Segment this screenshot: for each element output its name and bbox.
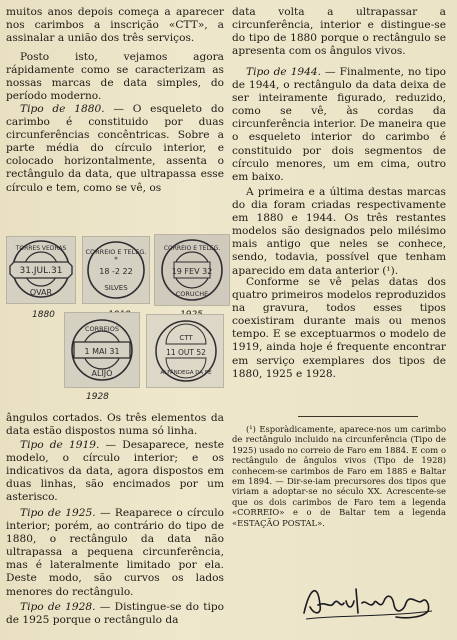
tipo-1944-paragraph <box>232 66 446 184</box>
tipo-1925-paragraph <box>6 507 224 599</box>
postmark-1880-town: OVAR <box>29 288 53 297</box>
postmark-1944-town: ALFÂNDEGA DA FÉ <box>160 370 212 376</box>
postmark-1919-image <box>82 236 150 304</box>
stamp-card-1928 <box>64 312 140 388</box>
tipo-1925-label: Tipo de 1925. <box>20 507 96 519</box>
footnote: (¹) Esporàdicamente, aparece-nos um carimbo de rectângulo incluido na circunferência (Tipo de 1925) usado no correio de Faro em 1884. E com o rectângulo de ângulos vivos (Tipo de 1928) conhecem-se carimbos de Faro em 1885 e Baltar em 1894. — Dir-se-iam precursores dos tipos que viriam a adoptar-se no século XX. Acrescente-se que os dois carimbos de Faro tem a legenda «CORREIO» e o de Baltar tem a legenda «ESTAÇÃO POSTAL». <box>232 424 446 528</box>
continuation-paragraph: ângulos cortados. Os três elementos da data estão dispostos numa só linha. <box>6 412 224 438</box>
stamp-card-1925 <box>154 234 230 306</box>
posto-paragraph: Posto isto, vejamos agora rápidamente como se caracterizam as nossas marcas de data simples, do período moderno. <box>6 51 224 103</box>
postmark-1944-top: CTT <box>179 334 193 342</box>
tipo-1919-paragraph <box>6 439 224 504</box>
tipo-1944-label: Tipo de 1944. <box>246 66 322 78</box>
postmark-1925-top: CORREIO E TELEG. <box>163 245 221 252</box>
intro-paragraph: muitos anos depois começa a aparecer nos carimbos a inscrição «CTT», a assinalar a união dos três serviços. <box>6 6 224 45</box>
postmarks-figure <box>4 234 230 402</box>
postmark-1928-date: 1 MAI 31 <box>84 347 120 356</box>
tipo-1925-text: — Reaparece o círculo interior; porém, ao contrário do tipo de 1880, o rectângulo da data não ultrapassa a pequena circunferência, mas é lateralmente limitado por ela. Deste modo, são curvos os lados menores do rectângulo. <box>6 507 224 598</box>
postmark-1880-date: 31.JUL.31 <box>19 266 63 276</box>
postmark-1944-date: 11 OUT 52 <box>166 348 206 357</box>
footnote-divider <box>298 416 418 417</box>
tipo-1919-text: — Desaparece, neste modelo, o círculo interior; e os indicativos da data, agora dispostos em duas linhas, são encimados por um asterisco. <box>6 439 224 504</box>
tipo-1880-text: — O esqueleto do carimbo é constituido por duas circunferências concêntricas. Sobre a parte média do círculo interior, e colocado horizontalmente, assenta o rectângulo da data, que ultrapassa esse círculo e tem, como se vê, os <box>6 103 224 194</box>
tipo-1928-paragraph <box>6 601 224 627</box>
primeira-paragraph: A primeira e a última destas marcas do dia foram criadas respectivamente em 1880 e 1944. Os três restantes modelos são designados pelo milésimo mais antigo que neles se conhece, sendo, todavia, possível que tenham aparecido em data anterior (¹). <box>232 186 446 277</box>
tipo-1880-label: Tipo de 1880. <box>20 103 105 115</box>
caption-1880: 1880 <box>32 310 55 320</box>
postmark-1919-top: CORREIO E TELEG. <box>85 248 147 256</box>
tipo-1880-paragraph <box>6 103 224 195</box>
tipo-1928-label: Tipo de 1928. <box>20 601 96 613</box>
postmark-1880-image <box>6 236 76 304</box>
stamp-card-1919 <box>82 236 150 304</box>
caption-1928: 1928 <box>86 392 109 402</box>
tipo-1919-label: Tipo de 1919. <box>20 439 100 451</box>
postmark-1928-image <box>64 312 140 388</box>
postmark-1880-top: TORRES VEDRAS <box>15 245 67 252</box>
asterisk-icon: * <box>114 256 118 264</box>
postmark-1925-town: CORUCHE <box>175 290 209 298</box>
postmark-1928-top: CORREIOS <box>85 325 119 333</box>
postmark-1928-town: ALIJÓ <box>91 369 113 378</box>
postmark-1925-date: 19 FEV 32 <box>171 267 213 276</box>
right-top-paragraph: data volta a ultrapassar a circunferência, interior e distingue-se do tipo de 1880 porque o rectângulo se apresenta com os ângulos vivos. <box>232 6 446 58</box>
tipo-1944-text: — Finalmente, no tipo de 1944, o rectângulo da data deixa de ser inteiramente figurado, reduzido, como se vê, às cordas da circunferência interior. De maneira que o esqueleto interior do carimbo é constituido por dois segmentos de círculo menores, um em cima, outro em baixo. <box>232 66 446 183</box>
stamp-card-1880 <box>6 236 76 304</box>
postmark-1944-image <box>146 314 224 388</box>
stamp-card-1944 <box>146 314 224 388</box>
postmark-1919-date: 18 -2 22 <box>99 267 133 276</box>
conforme-paragraph: Conforme se vê pelas datas dos quatro primeiros modelos reproduzidos na gravura, todos esses tipos coexistiram durante mais ou menos tempo. E se exceptuarmos o modelo de 1919, ainda hoje é frequente encontrar em serviço exemplares dos tipos de 1880, 1925 e 1928. <box>232 276 446 380</box>
postmark-1919-town: SILVES <box>104 284 128 292</box>
signature-image <box>296 575 436 625</box>
right-column <box>232 0 446 640</box>
tipo-1928-text: — Distingue-se do tipo de 1925 porque o rectângulo da <box>6 601 224 627</box>
postmark-1925-image <box>154 234 230 306</box>
